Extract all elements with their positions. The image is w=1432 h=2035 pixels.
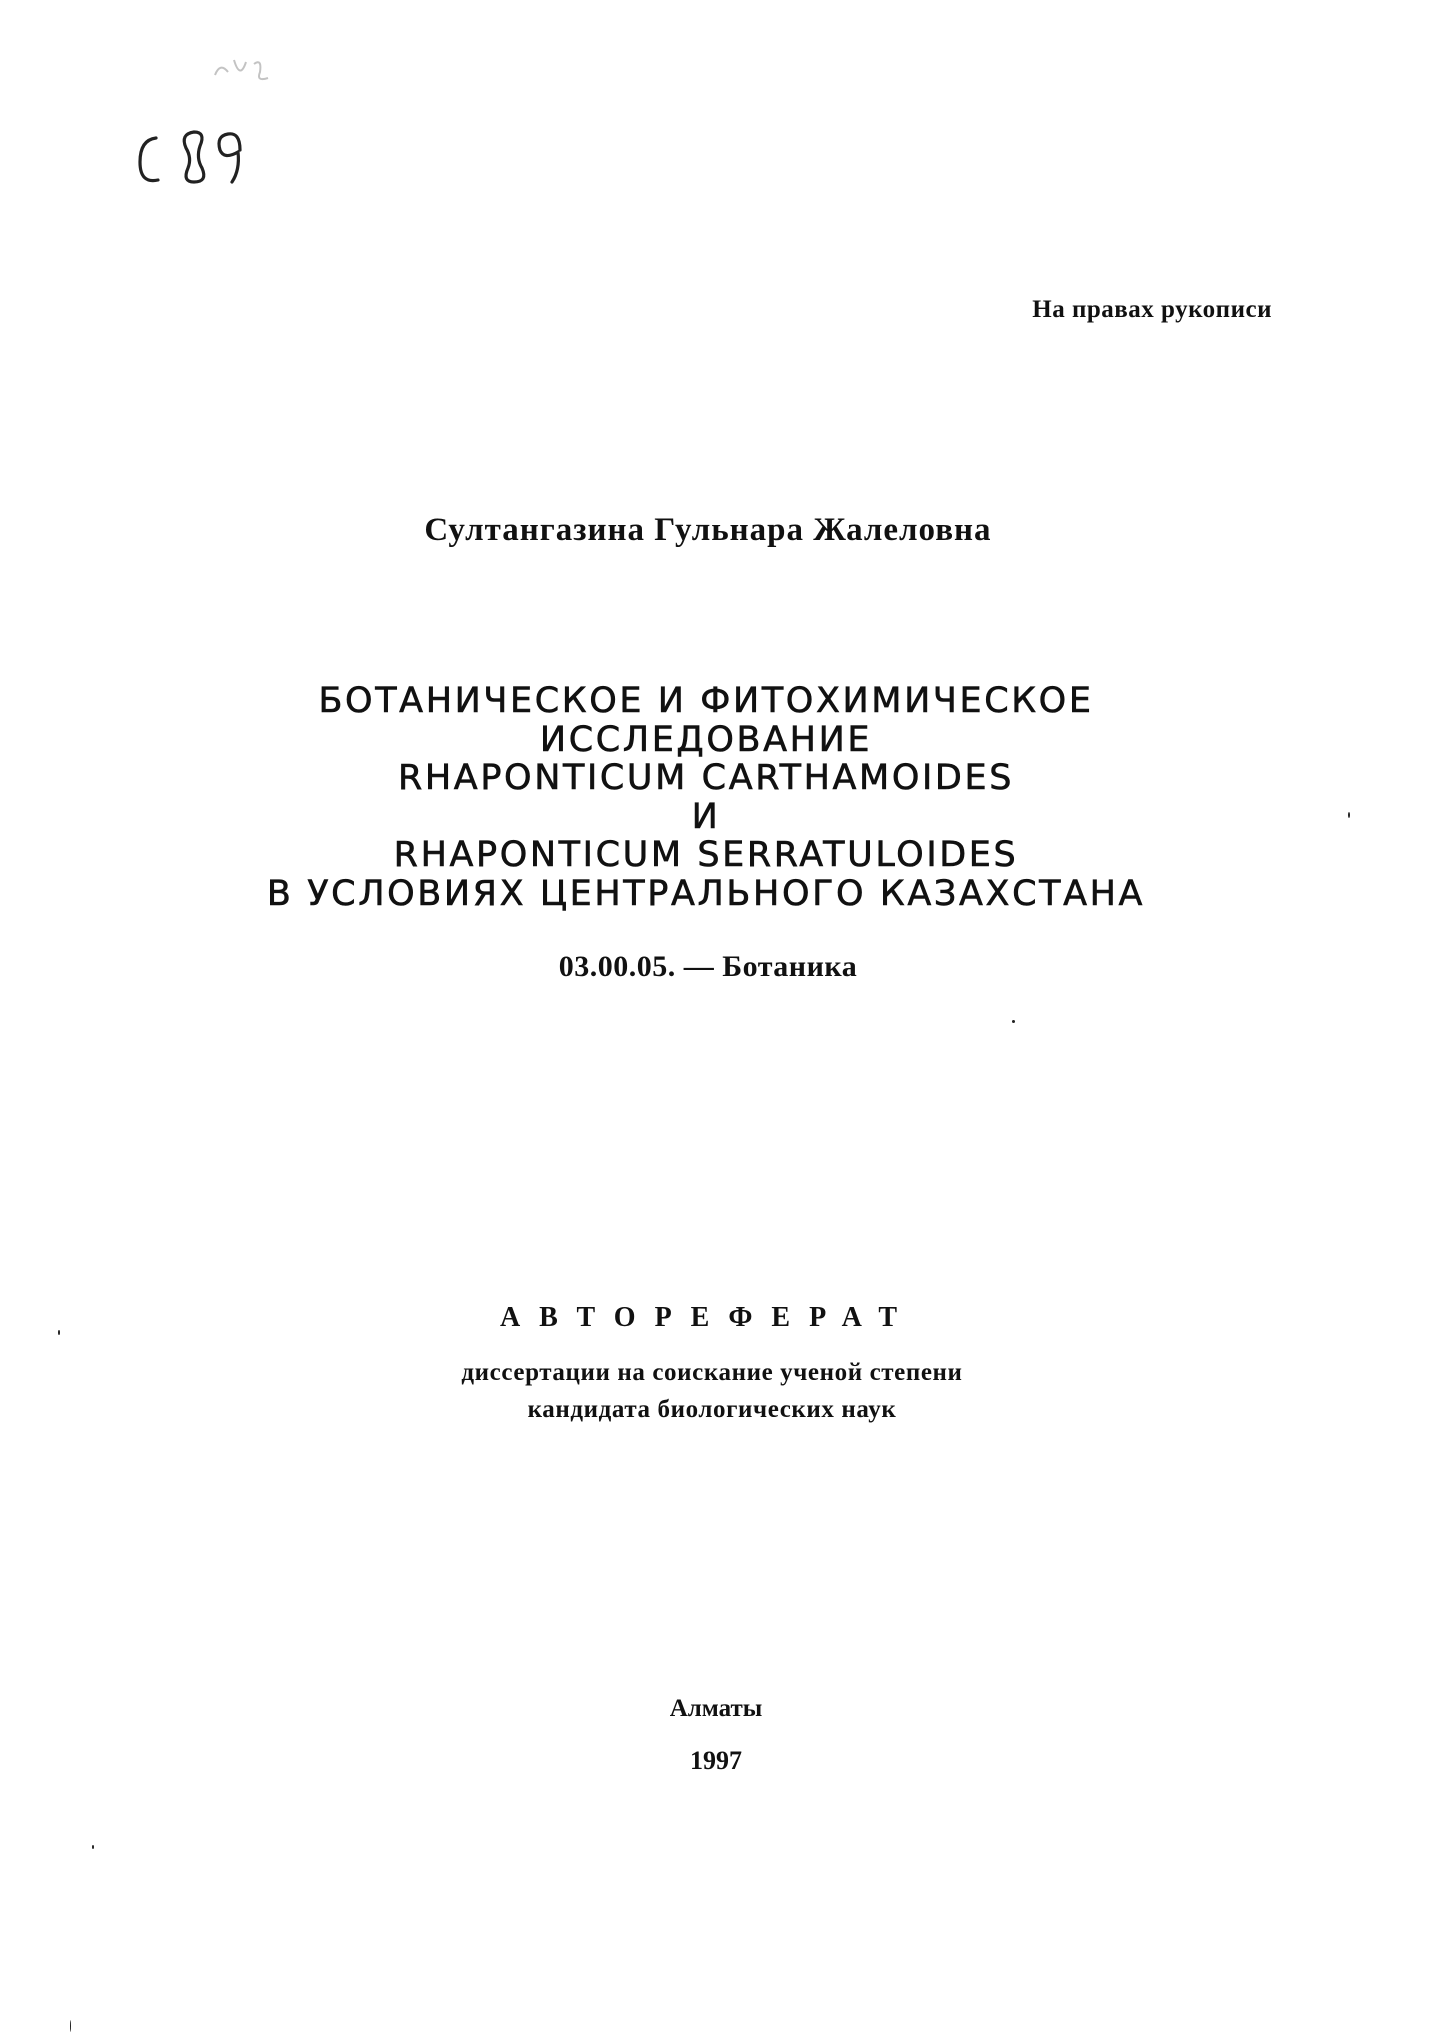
manuscript-rights-note: На правах рукописи <box>1032 296 1272 323</box>
scan-speck <box>1012 1020 1015 1023</box>
publication-city: Алматы <box>669 1695 763 1722</box>
specialty-code: 03.00.05. — Ботаника <box>558 950 858 983</box>
scan-speck <box>92 1845 94 1849</box>
scan-speck <box>58 1330 60 1335</box>
title-line: В УСЛОВИЯХ ЦЕНТРАЛЬНОГО КАЗАХСТАНА <box>266 873 1146 914</box>
document-type: АВТОРЕФЕРАТ <box>499 1302 917 1333</box>
degree-line: кандидата биологических наук <box>527 1396 897 1423</box>
scan-speck <box>70 2020 71 2032</box>
scan-speck <box>1348 812 1350 818</box>
degree-description <box>0 1354 1428 1428</box>
title-line: ИССЛЕДОВАНИЕ <box>539 719 873 760</box>
degree-line: диссертации на соискание ученой степени <box>461 1359 963 1386</box>
handwritten-shelf-mark <box>128 120 268 200</box>
title-line: RHAPONTICUM SERRATULOIDES <box>393 835 1019 875</box>
title-line: БОТАНИЧЕСКОЕ И ФИТОХИМИЧЕСКОЕ <box>318 681 1094 721</box>
publication-year: 1997 <box>690 1746 742 1775</box>
title-line: И <box>691 796 721 837</box>
author-name: Султангазина Гульнара Жалеловна <box>424 512 992 548</box>
title-line: RHAPONTICUM CARTHAMOIDES <box>397 758 1015 798</box>
faint-pencil-mark <box>210 50 280 90</box>
thesis-title <box>0 682 1422 913</box>
